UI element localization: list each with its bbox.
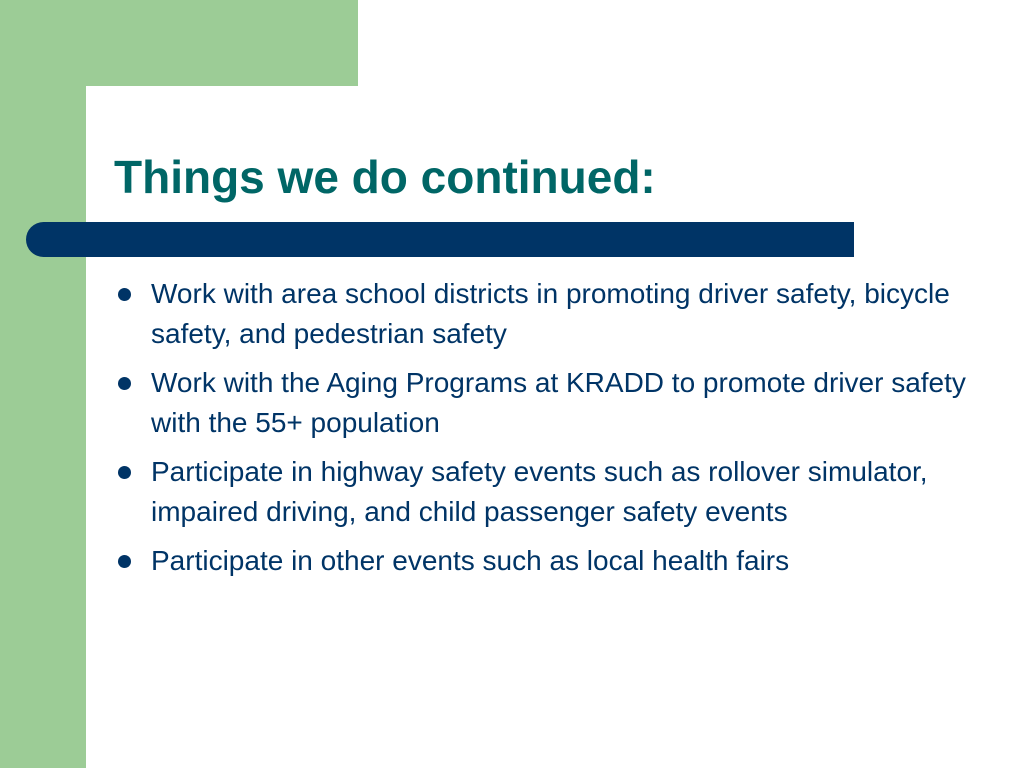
bullet-dot-icon (118, 466, 131, 479)
bullet-dot-icon (118, 288, 131, 301)
bullet-item (116, 452, 996, 532)
bullet-item (116, 541, 996, 581)
bullet-text: Work with area school districts in promoting driver safety, bicycle safety, and pedestrian safety (151, 278, 950, 349)
bullet-text: Participate in highway safety events such as rollover simulator, impaired driving, and child passenger safety events (151, 456, 928, 527)
bullet-dot-icon (118, 555, 131, 568)
bullet-dot-icon (118, 377, 131, 390)
green-accent-left (0, 0, 86, 768)
title-divider-bar (26, 222, 854, 257)
bullet-item (116, 363, 996, 443)
bullet-text: Participate in other events such as local health fairs (151, 545, 790, 576)
green-accent-top (0, 0, 358, 86)
bullet-text: Work with the Aging Programs at KRADD to promote driver safety with the 55+ population (151, 367, 966, 438)
slide-title: Things we do continued: (114, 151, 656, 203)
bullet-list (116, 274, 996, 590)
bullet-item (116, 274, 996, 354)
